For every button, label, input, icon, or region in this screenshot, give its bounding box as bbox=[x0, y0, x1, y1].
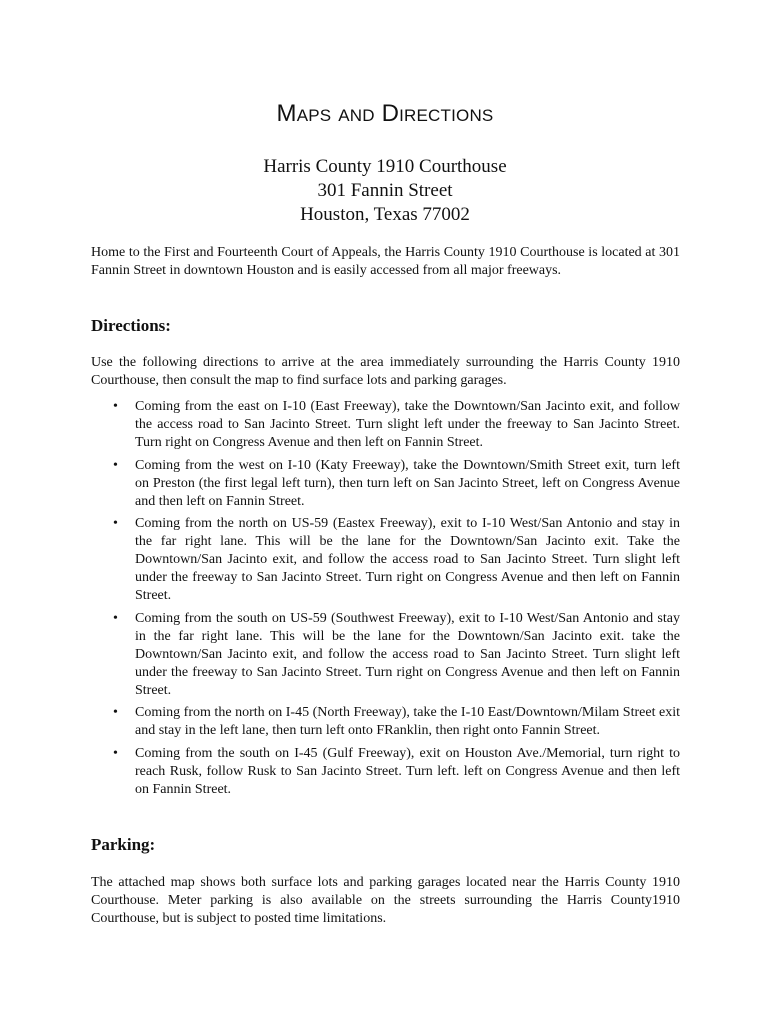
list-item bbox=[91, 457, 680, 511]
direction-text-north-us59: Coming from the north on US-59 (Eastex Freeway), exit to I-10 West/San Antonio and stay in the far right lane. This will be the lane for the Downtown/San Jacinto exit. Take the Downtown/San Jacinto exit, and follow the access road to San Jacinto Street. Turn slight left under the freeway to San Jacinto Street. Turn right on Congress Avenue and then left on Fannin Street. bbox=[135, 516, 680, 604]
directions-intro-paragraph: Use the following directions to arrive at the area immediately surrounding the Harris County 1910 Courthouse, then consult the map to find surface lots and parking garages. bbox=[91, 355, 680, 388]
directions-heading: Directions: bbox=[91, 316, 171, 335]
parking-heading: Parking: bbox=[91, 835, 156, 854]
bullet-icon: • bbox=[113, 745, 118, 761]
direction-text-south-i45: Coming from the south on I-45 (Gulf Freeway), exit on Houston Ave./Memorial, turn right to reach Rusk, follow Rusk to San Jacinto Street. Turn left. left on Congress Avenue and then left on Fannin Street. bbox=[135, 745, 680, 797]
courthouse-address bbox=[0, 155, 770, 227]
address-line-city: Houston, Texas 77002 bbox=[300, 204, 470, 225]
bullet-icon: • bbox=[113, 705, 118, 721]
direction-text-south-us59: Coming from the south on US-59 (Southwest Freeway), exit to I-10 West/San Antonio and stay in the far right lane. This will be the lane for the Downtown/San Jacinto exit. take the Downtown/San Jacinto exit, and follow the access road to San Jacinto Street. Turn slight left under the freeway to San Jacinto Street. Turn right on Congress Avenue and then left on Fannin Street. bbox=[135, 610, 680, 698]
bullet-icon: • bbox=[113, 610, 118, 626]
list-item bbox=[91, 515, 680, 605]
list-item bbox=[91, 398, 680, 452]
address-line-street: 301 Fannin Street bbox=[317, 180, 453, 201]
list-item bbox=[91, 704, 680, 740]
bullet-icon: • bbox=[113, 457, 118, 473]
list-item bbox=[91, 610, 680, 700]
direction-text-east-i10: Coming from the east on I-10 (East Freeway), take the Downtown/San Jacinto exit, and follow the access road to San Jacinto Street. Turn slight left under the freeway to San Jacinto Street. Turn right on Congress Avenue and then left on Fannin Street. bbox=[135, 399, 680, 450]
directions-list bbox=[91, 398, 680, 804]
intro-paragraph: Home to the First and Fourteenth Court of Appeals, the Harris County 1910 Courthouse is located at 301 Fannin Street in downtown Houston and is easily accessed from all major freeways. bbox=[91, 245, 680, 278]
bullet-icon: • bbox=[113, 399, 118, 414]
list-item bbox=[91, 745, 680, 799]
direction-text-north-i45: Coming from the north on I-45 (North Freeway), take the I-10 East/Downtown/Milam Street exit and stay in the left lane, then turn left onto FRanklin, then right onto Fannin Street. bbox=[135, 705, 680, 739]
page-title: Maps and Directions bbox=[276, 100, 494, 127]
bullet-icon: • bbox=[113, 516, 118, 532]
direction-text-west-i10: Coming from the west on I-10 (Katy Freeway), take the Downtown/Smith Street exit, turn left on Preston (the first legal left turn), then turn left on San Jacinto Street, left on Congress Avenue and then left on Fannin Street. bbox=[135, 457, 680, 509]
parking-paragraph: The attached map shows both surface lots and parking garages located near the Harris County 1910 Courthouse. Meter parking is also available on the streets surrounding the Harris County1910 Courthouse, but is subject to posted time limitations. bbox=[91, 875, 680, 926]
address-line-name: Harris County 1910 Courthouse bbox=[263, 156, 507, 177]
